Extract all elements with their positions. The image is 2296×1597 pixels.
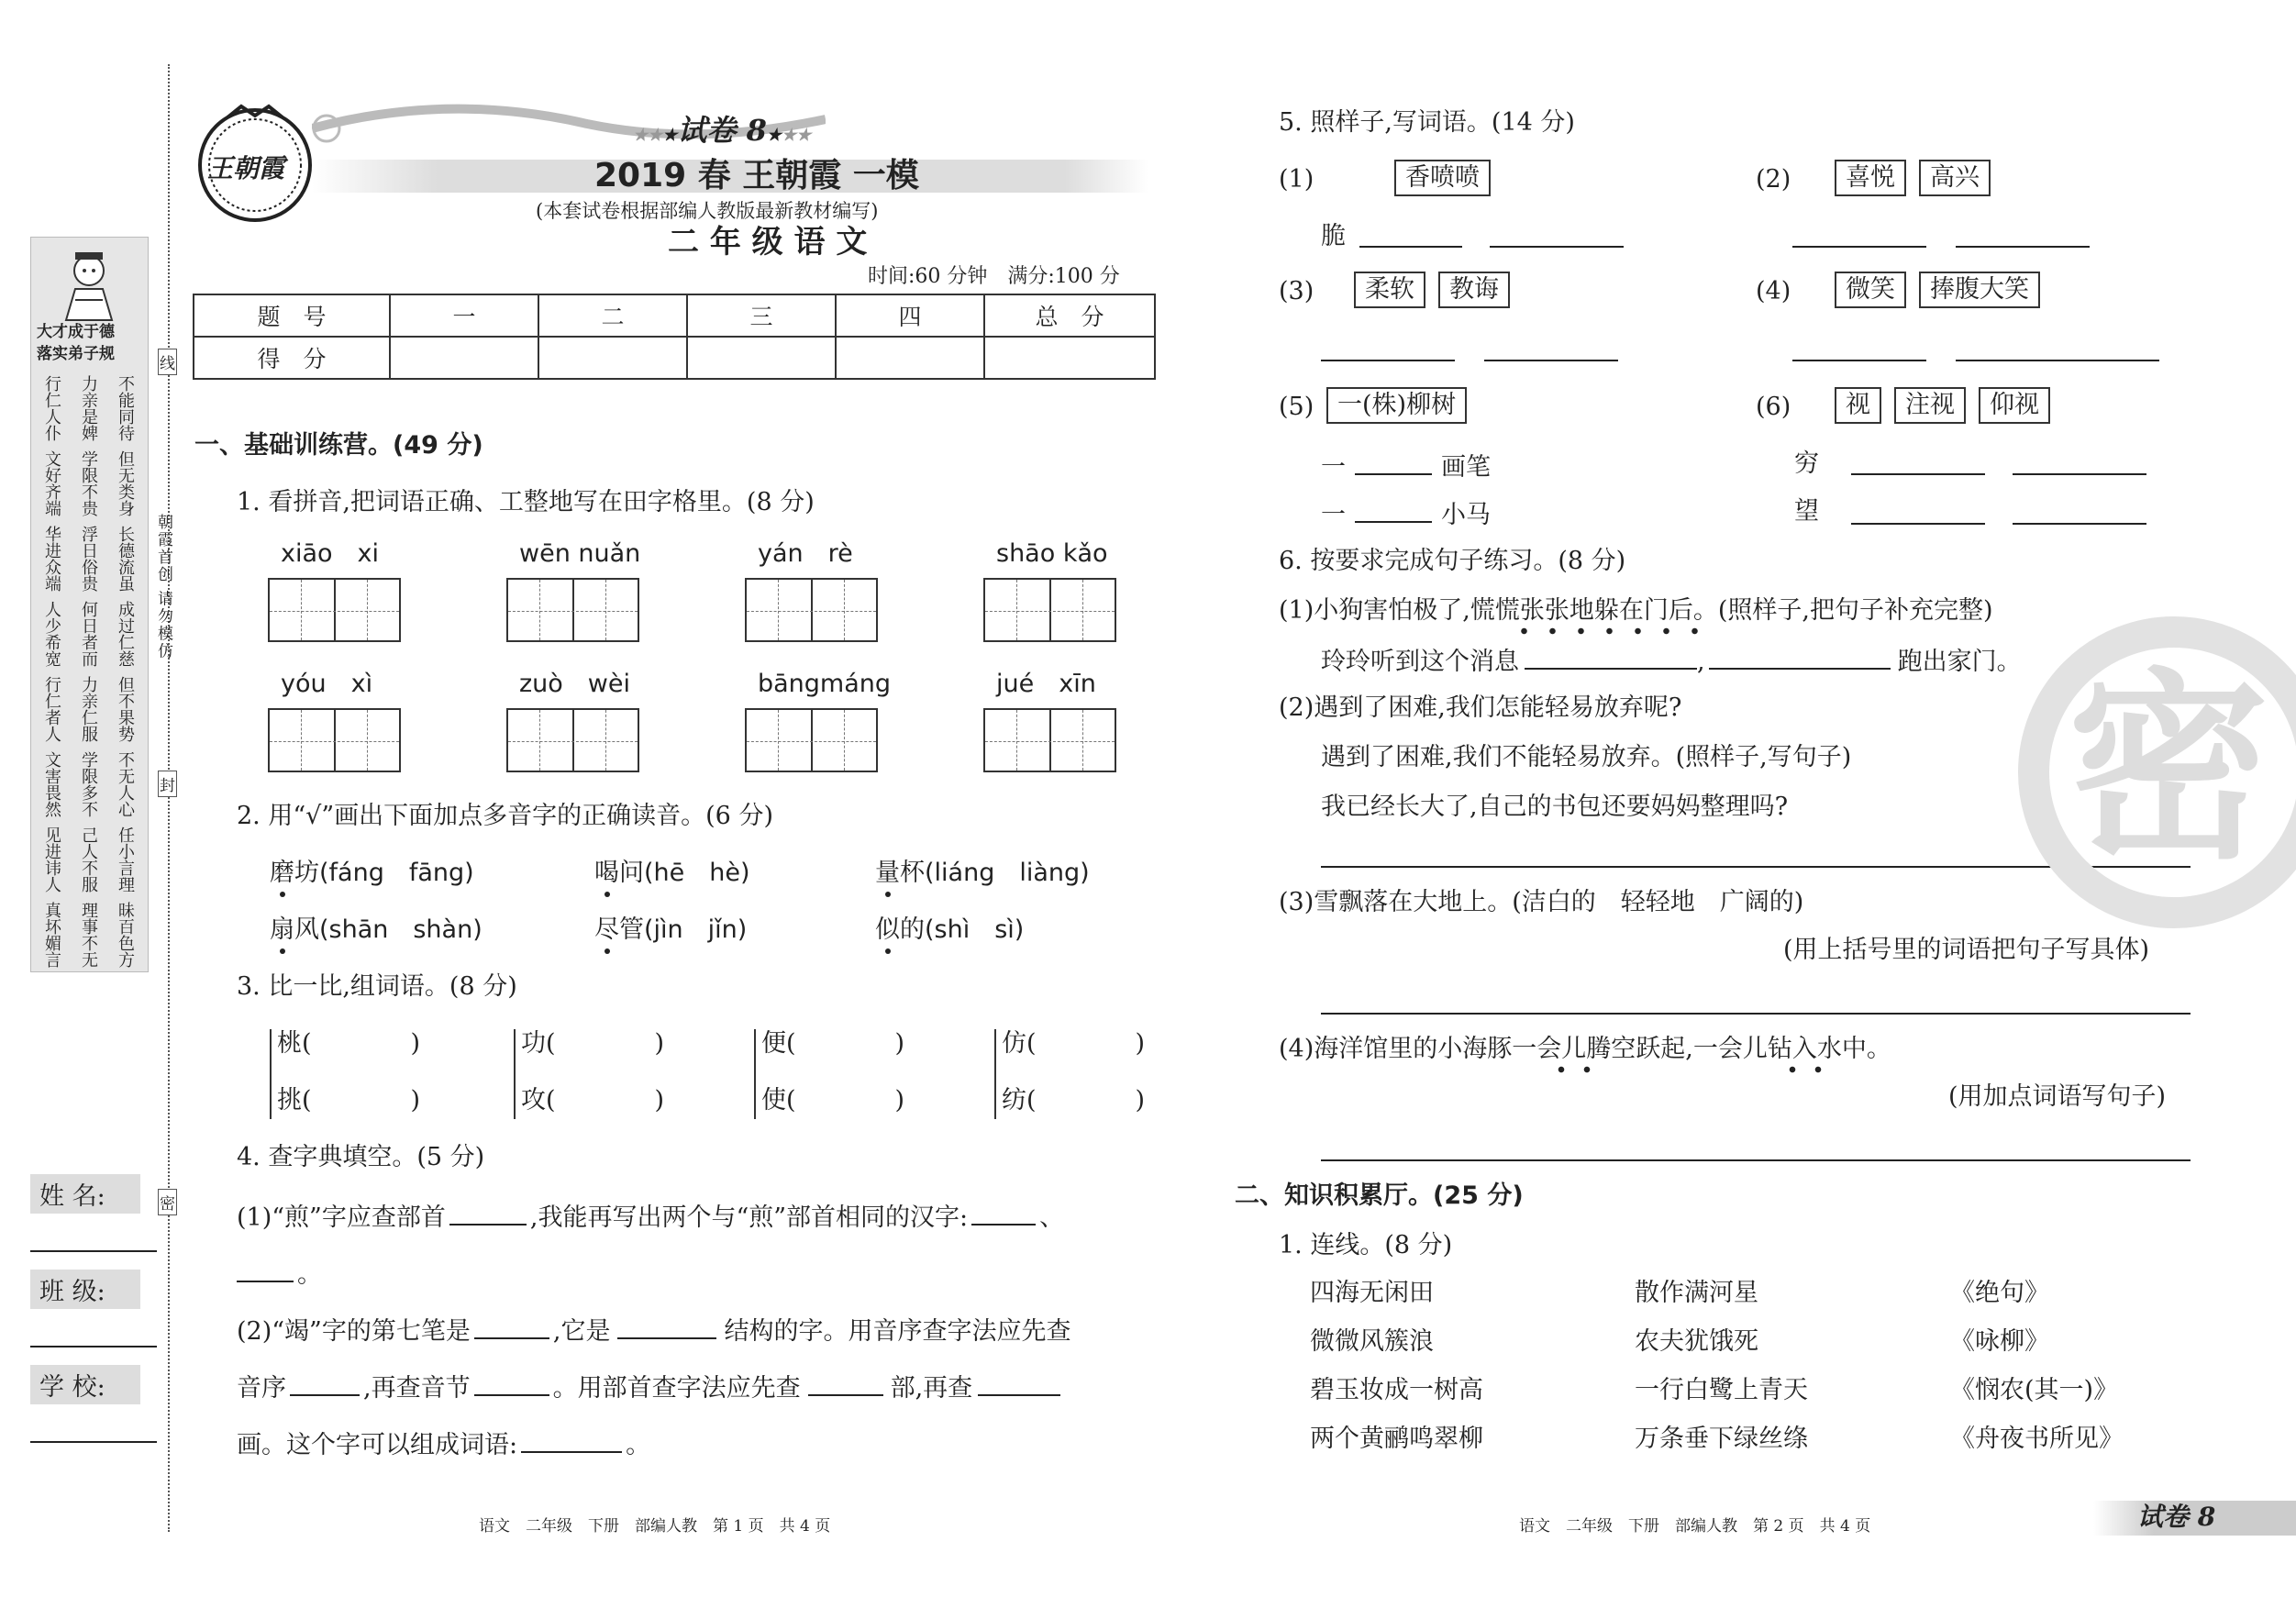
q4-line1: (1)“煎”字应查部首 ,我能再写出两个与“煎”部首相同的汉字: 、 bbox=[237, 1200, 1064, 1233]
exam-subtitle: (本套试卷根据部编人教版最新教材编写) bbox=[536, 200, 879, 222]
dotted-char: 尽 bbox=[594, 915, 619, 944]
match-item[interactable]: 《悯农(其一)》 bbox=[1950, 1376, 2119, 1404]
q5-cui: 脆 bbox=[1321, 222, 1346, 250]
footer-left: 语文 二年级 下册 部编人教 第 1 页 共 4 页 bbox=[479, 1517, 831, 1536]
watermark-char: 密 bbox=[2068, 651, 2270, 886]
copyright-note: 朝霞首创 请勿模仿 bbox=[154, 514, 172, 660]
q5-3-label: (3) bbox=[1279, 277, 1314, 305]
polyphone-item[interactable]: 扇风(shān shàn) bbox=[270, 915, 482, 944]
school-field[interactable] bbox=[30, 1365, 157, 1443]
example-word-box: 一(株)柳树 bbox=[1326, 387, 1467, 424]
motto-column: 昧百色方 bbox=[116, 902, 135, 968]
q5-6-qiong: 穷 bbox=[1794, 449, 1819, 478]
tianzige-box[interactable] bbox=[268, 578, 401, 642]
emphasis-dots bbox=[1548, 1066, 1607, 1073]
q4-blank[interactable] bbox=[474, 1314, 549, 1339]
motto-line-1: 大才成于德 bbox=[37, 323, 115, 341]
motto-column: 但不果势 bbox=[116, 676, 135, 742]
pinyin-label: jué xīn bbox=[996, 670, 1096, 698]
q6-s3: (3)雪飘落在大地上。(洁白的 轻轻地 广阔的) bbox=[1279, 888, 1804, 916]
emphasis-dots bbox=[1510, 627, 1712, 635]
pair-bracket bbox=[270, 1029, 272, 1119]
match-item[interactable]: 《咏柳》 bbox=[1950, 1327, 2049, 1356]
q5-2-label: (2) bbox=[1756, 165, 1791, 194]
class-label: 班 级: bbox=[30, 1270, 140, 1309]
dotted-char: 扇 bbox=[270, 915, 294, 944]
answer-line[interactable] bbox=[1484, 360, 1618, 361]
score-input-cell[interactable] bbox=[390, 337, 538, 379]
motto-column: 行仁者人 bbox=[42, 676, 61, 742]
compare-char[interactable]: 攻( ) bbox=[521, 1086, 665, 1115]
motto-panel bbox=[30, 237, 149, 972]
school-line[interactable] bbox=[30, 1404, 157, 1443]
motto-column: 文害畏然 bbox=[42, 751, 61, 817]
polyphone-item[interactable]: 尽管(jìn jǐn) bbox=[594, 915, 748, 944]
motto-column: 不能同待 bbox=[116, 375, 135, 441]
score-input-cell[interactable] bbox=[836, 337, 984, 379]
compare-char[interactable]: 功( ) bbox=[521, 1029, 665, 1058]
q5-1-label: (1) bbox=[1279, 165, 1314, 194]
motto-column: 学限多不 bbox=[79, 751, 98, 817]
q4-blank[interactable] bbox=[521, 1427, 622, 1453]
pinyin-label: yóu xì bbox=[281, 670, 373, 698]
compare-char[interactable]: 桃( ) bbox=[277, 1029, 421, 1058]
answer-line[interactable] bbox=[1956, 246, 2090, 248]
motto-column: 行仁人仆 bbox=[42, 375, 61, 441]
star-right-icon: ★ bbox=[766, 126, 782, 145]
compare-char[interactable]: 使( ) bbox=[761, 1086, 905, 1115]
motto-column: 任小言理 bbox=[116, 826, 135, 893]
q6-s3-instruction: (用上括号里的词语把句子写具体) bbox=[1783, 936, 2150, 964]
motto-column: 何日者而 bbox=[79, 601, 98, 667]
dotted-char: 量 bbox=[875, 859, 900, 887]
example-word-box: 柔软 bbox=[1354, 272, 1425, 308]
q4-blank[interactable] bbox=[449, 1200, 527, 1225]
example-word-box: 注视 bbox=[1894, 387, 1966, 424]
brand-logo-text: 王朝霞 bbox=[207, 153, 285, 183]
q4-blank[interactable] bbox=[617, 1314, 716, 1339]
answer-line[interactable] bbox=[2013, 523, 2146, 525]
q3-title: 3. 比一比,组词语。(8 分) bbox=[237, 972, 517, 1001]
pinyin-label: bāngmáng bbox=[758, 670, 892, 698]
answer-line[interactable] bbox=[1851, 473, 1985, 475]
motto-column: 长德流虽 bbox=[116, 526, 135, 592]
match-item[interactable]: 一行白鹭上青天 bbox=[1635, 1376, 1808, 1404]
q4-blank[interactable] bbox=[808, 1370, 883, 1396]
q4-line4: 画。这个字可以组成词语: 。 bbox=[237, 1427, 650, 1460]
tianzige-box[interactable] bbox=[506, 708, 639, 772]
polyphone-item[interactable]: 磨坊(fáng fāng) bbox=[270, 859, 474, 887]
q4-blank[interactable] bbox=[237, 1257, 294, 1282]
score-input-cell[interactable] bbox=[538, 337, 687, 379]
q6-s2-prompt: 我已经长大了,自己的书包还要妈妈整理吗? bbox=[1321, 793, 1789, 821]
answer-line[interactable] bbox=[1956, 360, 2159, 361]
match-item[interactable]: 两个黄鹂鸣翠柳 bbox=[1310, 1425, 1483, 1453]
match-item[interactable]: 《绝句》 bbox=[1950, 1279, 2049, 1307]
pinyin-options[interactable]: (jìn jǐn) bbox=[644, 915, 748, 944]
answer-line[interactable] bbox=[1792, 360, 1926, 361]
star-left-icon-2: ★ bbox=[662, 126, 678, 145]
confidential-watermark bbox=[2018, 616, 2296, 928]
motto-column: 真坏媚言 bbox=[42, 902, 61, 968]
motto-column: 文好齐端 bbox=[42, 450, 61, 516]
motto-column: 理事不无 bbox=[79, 902, 98, 968]
score-table-cell: 三 bbox=[687, 294, 836, 337]
answer-blank[interactable] bbox=[1709, 644, 1891, 670]
pinyin-label: wēn nuǎn bbox=[519, 539, 641, 568]
name-label: 姓 名: bbox=[30, 1174, 140, 1214]
q4-blank[interactable] bbox=[971, 1200, 1036, 1225]
q4-blank[interactable] bbox=[474, 1370, 549, 1396]
motto-column: 力亲仁服 bbox=[79, 676, 98, 742]
example-word-box: 香喷喷 bbox=[1394, 160, 1491, 196]
score-input-cell[interactable] bbox=[687, 337, 836, 379]
dotted-char: 似 bbox=[875, 915, 900, 944]
name-field[interactable] bbox=[30, 1174, 157, 1252]
footer-tag: 试卷 8 bbox=[2137, 1502, 2216, 1532]
pinyin-options[interactable]: (shān shàn) bbox=[319, 915, 482, 944]
class-field[interactable] bbox=[30, 1270, 157, 1347]
footer-right: 语文 二年级 下册 部编人教 第 2 页 共 4 页 bbox=[1519, 1517, 1871, 1536]
score-table-cell: 二 bbox=[538, 294, 687, 337]
example-word-box: 喜悦 bbox=[1835, 160, 1906, 196]
polyphone-item[interactable]: 喝问(hē hè) bbox=[594, 859, 750, 887]
pinyin-label: yán rè bbox=[758, 539, 853, 568]
score-table-cell: 题 号 bbox=[194, 294, 390, 337]
q5-1-boxes bbox=[1394, 160, 1503, 196]
match-item[interactable]: 万条垂下绿丝绦 bbox=[1635, 1425, 1808, 1453]
score-table-cell: 一 bbox=[390, 294, 538, 337]
q6-s4: (4)海洋馆里的小海豚一会儿腾空跃起,一会儿钻入水中。 bbox=[1279, 1035, 1891, 1063]
q6-s4-instruction: (用加点词语写句子) bbox=[1948, 1082, 2167, 1111]
score-table-cell: 得 分 bbox=[194, 337, 390, 379]
example-word-box: 微笑 bbox=[1835, 272, 1906, 308]
school-label: 学 校: bbox=[30, 1365, 140, 1404]
q5-4-boxes bbox=[1835, 272, 2053, 308]
match-item[interactable]: 农夫犹饿死 bbox=[1635, 1327, 1758, 1356]
q5-5-boxes bbox=[1326, 387, 1480, 424]
motto-column: 成过仁慈 bbox=[116, 601, 135, 667]
tianzige-box[interactable] bbox=[745, 708, 878, 772]
pinyin-options[interactable]: (shì sì) bbox=[925, 915, 1025, 944]
motto-column: 见进讳人 bbox=[42, 826, 61, 893]
pinyin-options[interactable]: (fáng fāng) bbox=[319, 859, 474, 887]
q4-title: 4. 查字典填空。(5 分) bbox=[237, 1143, 485, 1171]
answer-blank[interactable] bbox=[1355, 497, 1432, 523]
q5-5-line1: 一 画笔 bbox=[1321, 449, 1491, 482]
compare-char[interactable]: 挑( ) bbox=[277, 1086, 421, 1115]
answer-line[interactable] bbox=[2013, 473, 2146, 475]
compare-char[interactable]: 便( ) bbox=[761, 1029, 905, 1058]
q5-5-label: (5) bbox=[1279, 393, 1314, 421]
seal-label-xian: 线 bbox=[158, 349, 177, 375]
tianzige-box[interactable] bbox=[983, 578, 1116, 642]
star-right-icon-2: ★★ bbox=[781, 126, 812, 145]
q5-4-label: (4) bbox=[1756, 277, 1791, 305]
motto-column: 但无类身 bbox=[116, 450, 135, 516]
star-left-icon: ★★ bbox=[633, 126, 663, 145]
compare-char[interactable]: 仿( ) bbox=[1002, 1029, 1146, 1058]
answer-line[interactable] bbox=[1851, 523, 1985, 525]
polyphone-item[interactable]: 似的(shì sì) bbox=[875, 915, 1025, 944]
score-table-header-row bbox=[194, 294, 1155, 337]
tianzige-box[interactable] bbox=[745, 578, 878, 642]
q6-s1: (1)小狗害怕极了,慌慌张张地躲在门后。(照样子,把句子补充完整) bbox=[1279, 596, 1993, 625]
dotted-char: 磨 bbox=[270, 859, 294, 887]
pair-bracket bbox=[514, 1029, 516, 1119]
match-item[interactable]: 散作满河星 bbox=[1635, 1279, 1758, 1307]
pair-bracket bbox=[994, 1029, 996, 1119]
example-word-box: 教诲 bbox=[1438, 272, 1510, 308]
section1-heading: 一、基础训练营。(49 分) bbox=[194, 431, 483, 460]
motto-column: 学限不贵 bbox=[79, 450, 98, 516]
s2-q1-title: 1. 连线。(8 分) bbox=[1279, 1231, 1453, 1259]
pinyin-options[interactable]: (hē hè) bbox=[644, 859, 750, 887]
q1-title: 1. 看拼音,把词语正确、工整地写在田字格里。(8 分) bbox=[237, 488, 815, 516]
match-item[interactable]: 四海无闲田 bbox=[1310, 1279, 1434, 1307]
answer-line[interactable] bbox=[1321, 1013, 2191, 1015]
answer-line[interactable] bbox=[1792, 246, 1926, 248]
example-word-box: 捧腹大笑 bbox=[1919, 272, 2040, 308]
time-info: 时间:60 分钟 满分:100 分 bbox=[868, 265, 1120, 288]
subject-title: 二 年 级 语 文 bbox=[668, 224, 868, 261]
q5-3-boxes bbox=[1354, 272, 1523, 308]
q4-line3: 音序 ,再查音节 。用部首查字法应先查 部,再查 bbox=[237, 1370, 1060, 1403]
q5-2-boxes bbox=[1835, 160, 2003, 196]
score-table-cell: 四 bbox=[836, 294, 984, 337]
section2-heading: 二、知识积累厅。(25 分) bbox=[1235, 1181, 1524, 1210]
example-word-box: 仰视 bbox=[1979, 387, 2050, 424]
tianzige-box[interactable] bbox=[983, 708, 1116, 772]
match-item[interactable]: 微微风簇浪 bbox=[1310, 1327, 1434, 1356]
q6-s2: (2)遇到了困难,我们怎能轻易放弃呢? bbox=[1279, 693, 1682, 722]
match-item[interactable]: 碧玉妆成一树高 bbox=[1310, 1376, 1483, 1404]
q5-title: 5. 照样子,写词语。(14 分) bbox=[1279, 108, 1575, 137]
pair-bracket bbox=[754, 1029, 756, 1119]
scholar-icon bbox=[48, 245, 130, 323]
q4-line1b: 。 bbox=[237, 1257, 322, 1290]
q5-6-wang: 望 bbox=[1794, 497, 1819, 526]
q5-5-line2: 一 小马 bbox=[1321, 497, 1491, 530]
tianzige-box[interactable] bbox=[506, 578, 639, 642]
answer-line[interactable] bbox=[1321, 360, 1455, 361]
q6-s2-example: 遇到了困难,我们不能轻易放弃。(照样子,写句子) bbox=[1321, 743, 1852, 771]
answer-blank[interactable] bbox=[1355, 449, 1432, 475]
motto-column: 不无人心 bbox=[116, 751, 135, 817]
match-item[interactable]: 《舟夜书所见》 bbox=[1950, 1425, 2124, 1453]
q2-title: 2. 用“√”画出下面加点多音字的正确读音。(6 分) bbox=[237, 802, 773, 830]
q4-blank[interactable] bbox=[290, 1370, 360, 1396]
name-line[interactable] bbox=[30, 1214, 157, 1252]
polyphone-item[interactable]: 量杯(liáng liàng) bbox=[875, 859, 1090, 887]
seal-label-feng: 封 bbox=[158, 771, 177, 797]
motto-column: 己人不服 bbox=[79, 826, 98, 893]
compare-char[interactable]: 纺( ) bbox=[1002, 1086, 1146, 1115]
dotted-char: 喝 bbox=[594, 859, 619, 887]
motto-column: 华进众端 bbox=[42, 526, 61, 592]
motto-column: 人少希宽 bbox=[42, 601, 61, 667]
binding-dotted-line bbox=[168, 64, 170, 1532]
example-word-box: 高兴 bbox=[1919, 160, 1991, 196]
tianzige-box[interactable] bbox=[268, 708, 401, 772]
q6-s1-answer: 玲玲听到这个消息 , 跑出家门。 bbox=[1321, 644, 2022, 677]
emphasis-dots bbox=[1780, 1066, 1838, 1073]
example-word-box: 视 bbox=[1835, 387, 1881, 424]
q5-6-label: (6) bbox=[1756, 393, 1791, 421]
q4-line2: (2)“竭”字的第七笔是 ,它是 结构的字。用音序查字法应先查 bbox=[237, 1314, 1070, 1347]
score-table bbox=[193, 294, 1156, 380]
score-table-cell: 总 分 bbox=[984, 294, 1155, 337]
q6-title: 6. 按要求完成句子练习。(8 分) bbox=[1279, 547, 1626, 575]
answer-line[interactable] bbox=[1490, 246, 1624, 248]
q5-6-boxes bbox=[1835, 387, 2063, 424]
pinyin-options[interactable]: (liáng liàng) bbox=[925, 859, 1090, 887]
answer-blank[interactable] bbox=[1525, 644, 1697, 670]
answer-line[interactable] bbox=[1359, 246, 1462, 248]
exam-title: 2019 春 王朝霞 一模 bbox=[594, 157, 919, 194]
score-table-row bbox=[194, 337, 1155, 379]
motto-column: 浮日俗贵 bbox=[79, 526, 98, 592]
seal-label-mi: 密 bbox=[158, 1189, 177, 1215]
q4-blank[interactable] bbox=[978, 1370, 1060, 1396]
pinyin-label: zuò wèi bbox=[519, 670, 630, 698]
exam-number: ★★★试卷 8★★★ bbox=[633, 113, 812, 148]
pinyin-label: shāo kǎo bbox=[996, 539, 1108, 568]
motto-line-2: 落实弟子规 bbox=[37, 345, 115, 363]
motto-column: 力亲是婢 bbox=[79, 375, 98, 441]
answer-line[interactable] bbox=[1321, 1159, 2191, 1161]
score-input-cell[interactable] bbox=[984, 337, 1155, 379]
class-line[interactable] bbox=[30, 1309, 157, 1347]
pinyin-label: xiāo xi bbox=[281, 539, 380, 568]
